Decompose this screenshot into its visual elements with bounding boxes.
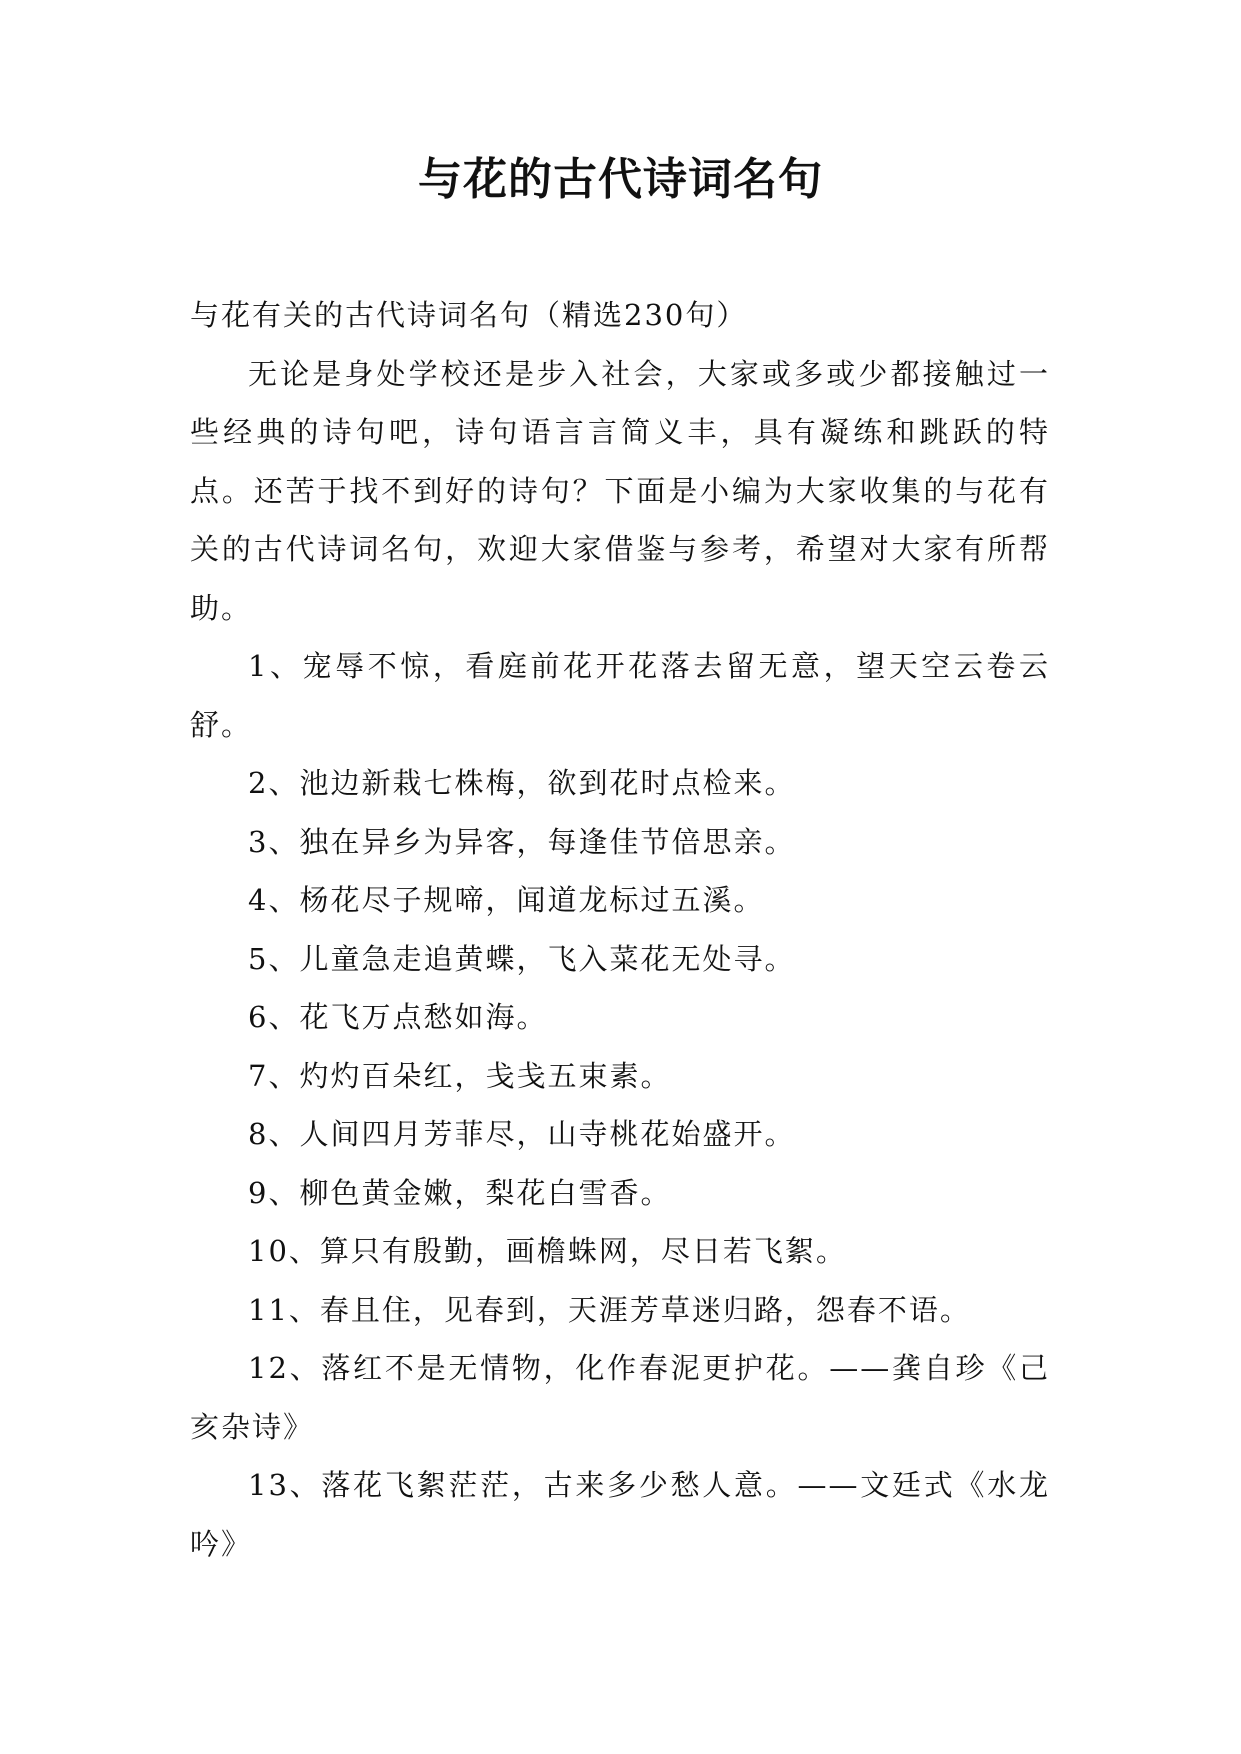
poem-line-item: 6、花飞万点愁如海。 <box>248 1000 548 1034</box>
document-title: 与花的古代诗词名句 <box>418 154 823 205</box>
poem-line-item: 11、春且住，见春到，天涯芳草迷归路，怨春不语。 <box>248 1292 971 1327</box>
poem-line-item: 13、落花飞絮茫茫，古来多少愁人意。——文廷式《水龙吟》 <box>190 1468 1050 1561</box>
document-body <box>190 286 1050 1573</box>
poem-line-item: 8、人间四月芳菲尽，山寺桃花始盛开。 <box>248 1117 796 1151</box>
poem-line-item: 2、池边新栽七株梅，欲到花时点检来。 <box>248 766 796 800</box>
poem-line-item: 12、落红不是无情物，化作春泥更护花。——龚自珍《己亥杂诗》 <box>190 1351 1050 1444</box>
poem-line-item: 9、柳色黄金嫩，梨花白雪香。 <box>248 1175 672 1210</box>
intro-paragraph: 无论是身处学校还是步入社会，大家或多或少都接触过一些经典的诗句吧，诗句语言言简义丰，具有凝练和跳跃的特点。还苦于找不到好的诗句？下面是小编为大家收集的与花有关的古代诗词名句，欢迎大家借鉴与参考，希望对大家有所帮助。 <box>190 356 1050 625</box>
poem-line-item: 4、杨花尽子规啼，闻道龙标过五溪。 <box>248 883 765 917</box>
poem-line-item: 1、宠辱不惊，看庭前花开花落去留无意，望天空云卷云舒。 <box>190 649 1050 742</box>
document-subtitle: 与花有关的古代诗词名句（精选230句） <box>190 298 748 332</box>
poem-line-item: 5、儿童急走追黄蝶，飞入菜花无处寻。 <box>248 941 796 976</box>
poem-line-item: 10、算只有殷勤，画檐蛛网，尽日若飞絮。 <box>248 1234 847 1268</box>
poem-line-item: 3、独在异乡为异客，每逢佳节倍思亲。 <box>248 824 796 859</box>
poem-line-item: 7、灼灼百朵红，戋戋五束素。 <box>248 1058 672 1093</box>
